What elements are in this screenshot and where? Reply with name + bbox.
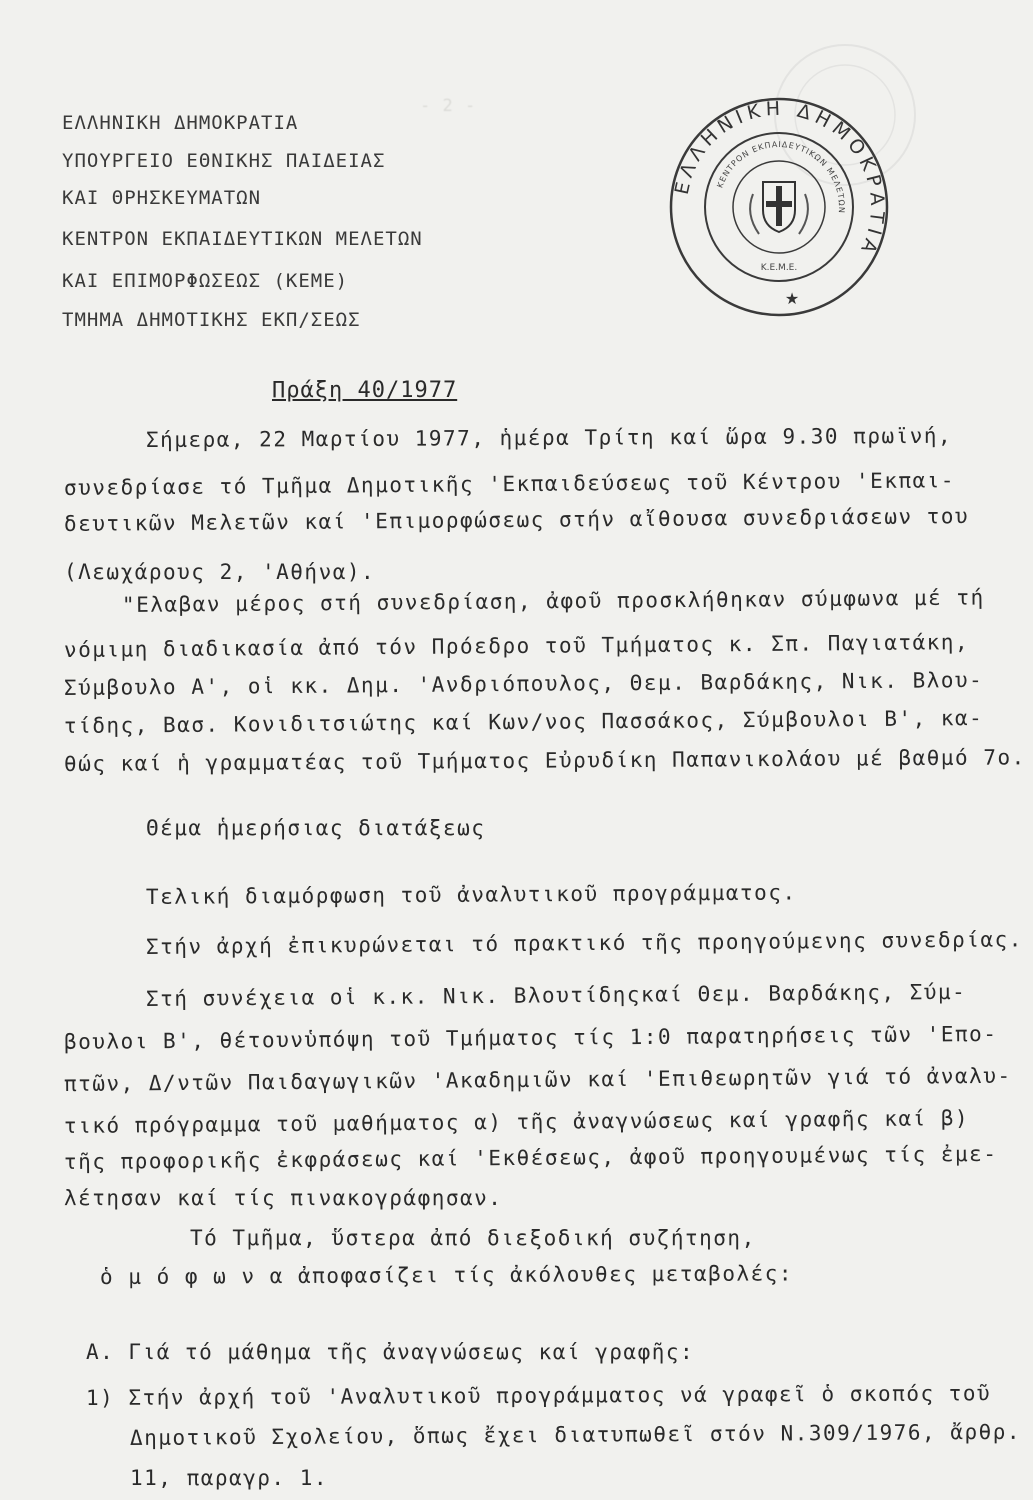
act-title: Πράξη 40/1977 xyxy=(272,378,458,403)
coat-of-arms-icon xyxy=(750,182,808,234)
header-line-5: ΚΑΙ ΕΠΙΜΟΡΦΩΣΕΩΣ (ΚΕΜΕ) xyxy=(62,270,349,292)
body-line-11: Τελική διαμόρφωση τοῦ ἀναλυτικοῦ προγράμματος. xyxy=(145,880,797,909)
body-line-6: νόμιμη διαδικασία ἀπό τόν Πρόεδρο τοῦ Τμήματος κ. Σπ. Παγιατάκη, xyxy=(63,630,970,662)
body-line-10: Θέμα ἡμερήσιας διατάξεως xyxy=(146,816,486,840)
header-line-2: ΥΠΟΥΡΓΕΙΟ ΕΘΝΙΚΗΣ ΠΑΙΔΕΙΑΣ xyxy=(62,150,386,172)
body-line-3: δευτικῶν Μελετῶν καί 'Επιμορφώσεως στήν αἴθουσα συνεδριάσεων του xyxy=(63,504,970,536)
body-line-1: Σήμερα, 22 Μαρτίου 1977, ἡμέρα Τρίτη καί ὥρα 9.30 πρωϊνή, xyxy=(145,423,953,452)
body-line-7: Σύμβουλο Α', οἱ κκ. Δημ. 'Ανδριόπουλος, Θεμ. Βαρδάκης, Νικ. Βλου- xyxy=(63,667,984,700)
header-line-1: ΕΛΛΗΝΙΚΗ ΔΗΜΟΚΡΑΤΙΑ xyxy=(62,112,299,134)
body-line-18: λέτησαν καί τίς πινακογράφησαν. xyxy=(64,1186,503,1210)
svg-text:ΕΛΛΗΝΙΚΗ ΔΗΜΟΚΡΑΤΙΑ xyxy=(671,98,889,261)
body-line-4: (Λεωχάρους 2, 'Αθήνα). xyxy=(64,560,376,584)
body-line-20: ὁ μ ό φ ω ν α ἀποφασίζει τίς ἀκόλουθες μεταβολές: xyxy=(99,1261,794,1289)
bleed-page-number: - 2 - xyxy=(420,96,477,116)
body-line-22: 1) Στήν ἀρχή τοῦ 'Αναλυτικοῦ προγράμματος νά γραφεῖ ὁ σκοπός τοῦ xyxy=(85,1381,992,1410)
stamp-abbrev: Κ.Ε.Μ.Ε. xyxy=(760,263,798,273)
body-line-5: "Ελαβαν μέρος στή συνεδρίαση, ἀφοῦ προσκλήθηκαν σύμφωνα μέ τή xyxy=(121,585,985,617)
body-line-12: Στήν ἀρχή ἐπικυρώνεται τό πρακτικό τῆς προηγούμενης συνεδρίας. xyxy=(145,927,1023,959)
header-line-6: ΤΜΗΜΑ ΔΗΜΟΤΙΚΗΣ ΕΚΠ/ΣΕΩΣ xyxy=(62,309,361,331)
header-line-3: ΚΑΙ ΘΡΗΣΚΕΥΜΑΤΩΝ xyxy=(62,187,262,209)
official-stamp xyxy=(664,92,894,322)
body-line-13: Στή συνέχεια οἱ κ.κ. Νικ. Βλουτίδηςκαί Θεμ. Βαρδάκης, Σύμ- xyxy=(145,979,967,1011)
body-line-23: Δημοτικοῦ Σχολείου, ὅπως ἔχει διατυπωθεῖ στόν Ν.309/1976, ἄρθρ. xyxy=(129,1419,1022,1450)
body-line-9: θώς καί ἡ γραμματέας τοῦ Τμήματος Εὐρυδίκη Παπανικολάου μέ βαθμό 7ο. xyxy=(63,745,1026,776)
body-line-14: βουλοι Β', θέτουνὑπόψη τοῦ Τμήματος τίς 1:0 παρατηρήσεις τῶν 'Επο- xyxy=(63,1021,998,1054)
body-line-24: 11, παραγρ. 1. xyxy=(130,1466,329,1490)
body-line-21: Α. Γιά τό μάθημα τῆς ἀναγνώσεως καί γραφῆς: xyxy=(86,1340,695,1364)
stamp-inner-text: ΚΕΝΤΡΟΝ ΕΚΠΑΙΔΕΥΤΙΚΩΝ ΜΕΛΕΤΩΝ xyxy=(715,139,847,215)
body-line-8: τίδης, Βασ. Κονιδιτσιώτης καί Κων/νος Πασσάκος, Σύμβουλοι Β', κα- xyxy=(63,705,984,738)
body-line-2: συνεδρίασε τό Τμῆμα Δημοτικῆς 'Εκπαιδεύσεως τοῦ Κέντρου 'Εκπαι- xyxy=(63,468,956,500)
stamp-outer-text: ΕΛΛΗΝΙΚΗ ΔΗΜΟΚΡΑΤΙΑ xyxy=(670,97,889,261)
body-line-19: Τό Τμῆμα, ὕστερα ἀπό διεξοδική συζήτηση, xyxy=(190,1226,756,1250)
body-line-15: πτῶν, Δ/ντῶν Παιδαγωγικῶν 'Ακαδημιῶν καί 'Επιθεωρητῶν γιά τό ἀναλυ- xyxy=(63,1063,1012,1096)
star-icon: ★ xyxy=(784,289,800,308)
body-line-16: τικό πρόγραμμα τοῦ μαθήματος α) τῆς ἀναγνώσεως καί γραφῆς καί β) xyxy=(63,1106,970,1138)
header-line-4: ΚΕΝΤΡΟΝ ΕΚΠΑΙΔΕΥΤΙΚΩΝ ΜΕΛΕΤΩΝ xyxy=(62,228,423,250)
body-line-17: τῆς προφορικῆς ἐκφράσεως καί 'Εκθέσεως, ἀφοῦ προηγουμένως τίς ἐμε- xyxy=(63,1141,998,1174)
